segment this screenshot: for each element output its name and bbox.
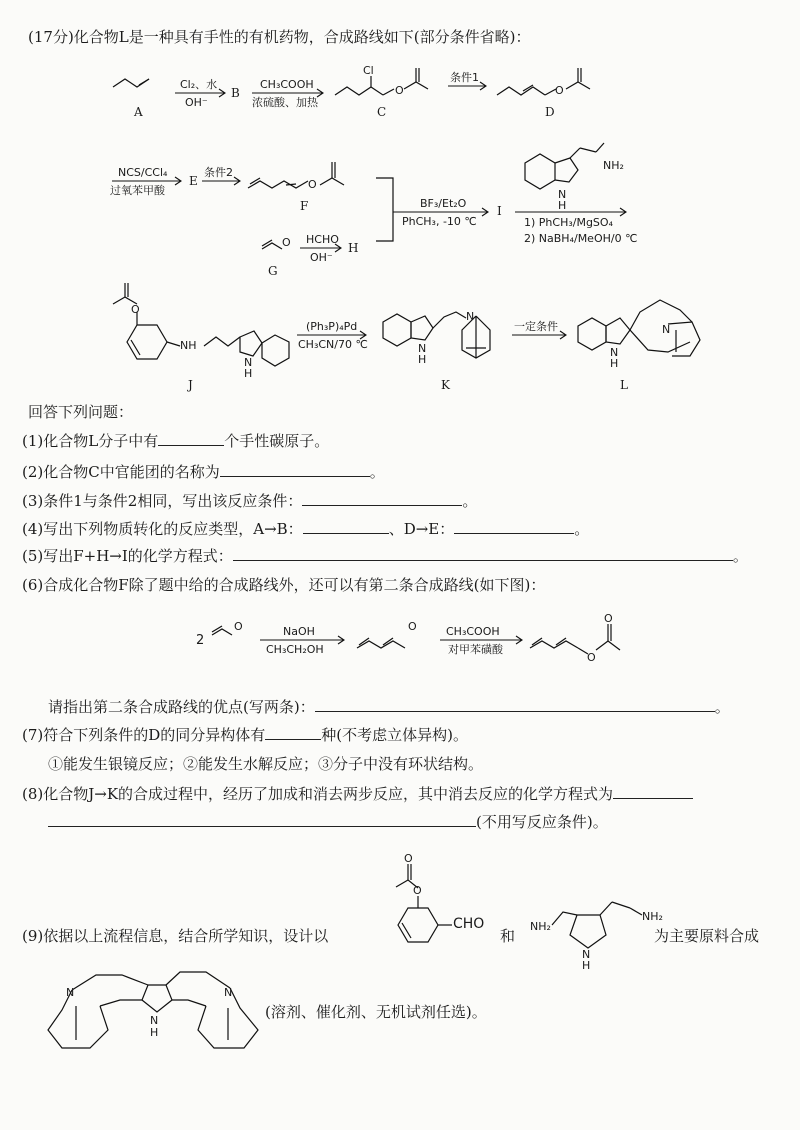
atom-n-q9: N [582, 948, 591, 961]
cond-fhi-bottom: PhCH₃, -10 ℃ [402, 215, 477, 228]
label-F: F [300, 199, 309, 213]
q9-pyrrole [552, 902, 642, 948]
cond-gh-bottom: OH⁻ [310, 251, 333, 264]
atom-n-k: N [466, 310, 475, 323]
cond-ab-bottom: OH⁻ [185, 96, 208, 109]
bracket [376, 178, 393, 241]
cond-ab-top: Cl₂、水 [180, 78, 218, 91]
route2-cond-2-bottom: 对甲苯磺酸 [448, 643, 503, 656]
q9-aldehyde [396, 864, 452, 942]
label-A: A [134, 105, 143, 119]
answer-4a[interactable] [303, 519, 389, 534]
atom-h-k: H [418, 353, 427, 366]
atom-o-g: O [282, 236, 291, 249]
question-4: (4)写出下列物质转化的反应类型，A→B： 、D→E： 。 [22, 520, 590, 538]
cond-bc-top: CH₃COOH [260, 78, 314, 91]
question-9a: (9)依据以上流程信息，结合所学知识，设计以 [22, 927, 329, 945]
intro-text: (17分)化合物L是一种具有手性的有机药物，合成路线如下(部分条件省略)： [28, 28, 531, 46]
answer-3[interactable] [302, 491, 462, 506]
answer-6[interactable] [315, 697, 715, 712]
atom-n-t2: N [224, 986, 233, 999]
answer-4b[interactable] [454, 519, 574, 534]
atom-cho: CHO [453, 916, 485, 932]
atom-h-q9: H [582, 959, 591, 972]
route2-cond-1-top: NaOH [283, 625, 315, 638]
cond-jk-top: (Ph₃P)₄Pd [306, 320, 358, 333]
label-B: B [231, 86, 240, 100]
atom-o-c: O [395, 84, 404, 97]
route2-dienal [357, 638, 405, 648]
atom-n-j: N [244, 356, 253, 369]
atom-n-l: N [610, 346, 619, 359]
cond-jk-bottom: CH₃CN/70 ℃ [298, 338, 368, 351]
question-8b: (不用写反应条件)。 [48, 812, 608, 832]
question-9-and: 和 [500, 927, 516, 945]
atom-n-l2: N [662, 323, 671, 336]
cond-ij-2: 2) NaBH₄/MeOH/0 ℃ [524, 232, 638, 245]
atom-h-t3: H [150, 1026, 159, 1039]
question-6: (6)合成化合物F除了题中给的合成路线外，还可以有第二条合成路线(如下图)： [22, 576, 546, 594]
label-I: I [497, 204, 502, 218]
answer-8b[interactable] [48, 812, 476, 827]
question-1: (1)化合物L分子中有 个手性碳原子。 [22, 432, 330, 450]
question-9b: 为主要原料合成 [654, 927, 760, 945]
label-G: G [268, 264, 278, 278]
structure-A [113, 79, 149, 87]
atom-cl: Cl [363, 64, 374, 77]
question-7: (7)符合下列条件的D的同分异构体有 种(不考虑立体异构)。 [22, 726, 468, 744]
route2-acrolein [212, 626, 232, 635]
cond-gh-top: HCHO [306, 233, 339, 246]
atom-n-tryp: N [558, 188, 567, 201]
label-C: C [377, 105, 387, 119]
structure-F [248, 162, 344, 188]
question-5: (5)写出F+H→I的化学方程式： 。 [22, 547, 748, 565]
structure-L [578, 300, 700, 356]
atom-h-tryp: H [558, 199, 567, 212]
label-J: J [188, 378, 193, 392]
label-K: K [441, 378, 450, 392]
structure-C [335, 68, 428, 95]
atom-o-q9a: O [404, 852, 413, 865]
atom-h-l: H [610, 357, 619, 370]
label-E: E [189, 174, 198, 188]
question-9c: (溶剂、催化剂、无机试剂任选)。 [265, 1003, 487, 1021]
atom-nh2-q9b: NH₂ [642, 910, 663, 923]
question-3: (3)条件1与条件2相同，写出该反应条件： 。 [22, 492, 478, 510]
atom-o-j: O [131, 303, 140, 316]
label-H: H [348, 241, 359, 255]
structure-tryptamine [525, 143, 604, 189]
cond-kl-top: 一定条件 [514, 320, 558, 333]
atom-o-r1: O [234, 620, 243, 633]
question-2: (2)化合物C中官能团的名称为 。 [22, 463, 385, 481]
structure-D [497, 68, 590, 95]
question-8: (8)化合物J→K的合成过程中，经历了加成和消去两步反应，其中消去反应的化学方程式为 [22, 784, 693, 804]
route2-cond-2-top: CH₃COOH [446, 625, 500, 638]
answer-5[interactable] [233, 546, 733, 561]
atom-o-r2: O [408, 620, 417, 633]
label-D: D [545, 105, 555, 119]
atom-o-r3: O [587, 651, 596, 664]
atom-o-f: O [308, 178, 317, 191]
prompt: 回答下列问题： [28, 403, 134, 421]
atom-n-t3: N [150, 1014, 159, 1027]
route2-product [530, 624, 620, 654]
answer-1[interactable] [158, 431, 224, 446]
cond-fhi-top: BF₃/Et₂O [420, 197, 467, 210]
atom-nh2: NH₂ [603, 159, 624, 172]
cond-ij-1: 1) PhCH₃/MgSO₄ [524, 216, 613, 229]
atom-n-k2: N [418, 342, 427, 355]
atom-o-q9b: O [413, 884, 422, 897]
cond-de-top: NCS/CCl₄ [118, 166, 168, 179]
atom-nh-j: NH [180, 339, 197, 352]
question-7-conditions: ①能发生银镜反应；②能发生水解反应；③分子中没有环状结构。 [48, 755, 484, 773]
answer-8a[interactable] [613, 784, 693, 799]
atom-o-r4: O [604, 612, 613, 625]
cond-de-bottom: 过氧苯甲酸 [110, 184, 165, 197]
route2-coef: 2 [196, 633, 205, 648]
answer-7[interactable] [265, 725, 321, 740]
structure-J [113, 283, 289, 366]
cond-cd-top: 条件1 [450, 71, 479, 84]
atom-h-j: H [244, 367, 253, 380]
answer-2[interactable] [220, 462, 370, 477]
atom-n-t1: N [66, 986, 75, 999]
route2-cond-1-bottom: CH₃CH₂OH [266, 643, 324, 656]
question-6b: 请指出第二条合成路线的优点(写两条)： 。 [48, 698, 730, 716]
cond-ef-top: 条件2 [204, 166, 233, 179]
label-L: L [620, 378, 628, 392]
cond-bc-bottom: 浓硫酸、加热 [252, 96, 318, 109]
atom-nh2-q9a: NH₂ [530, 920, 551, 933]
atom-o-d: O [555, 84, 564, 97]
structure-G [262, 240, 282, 249]
